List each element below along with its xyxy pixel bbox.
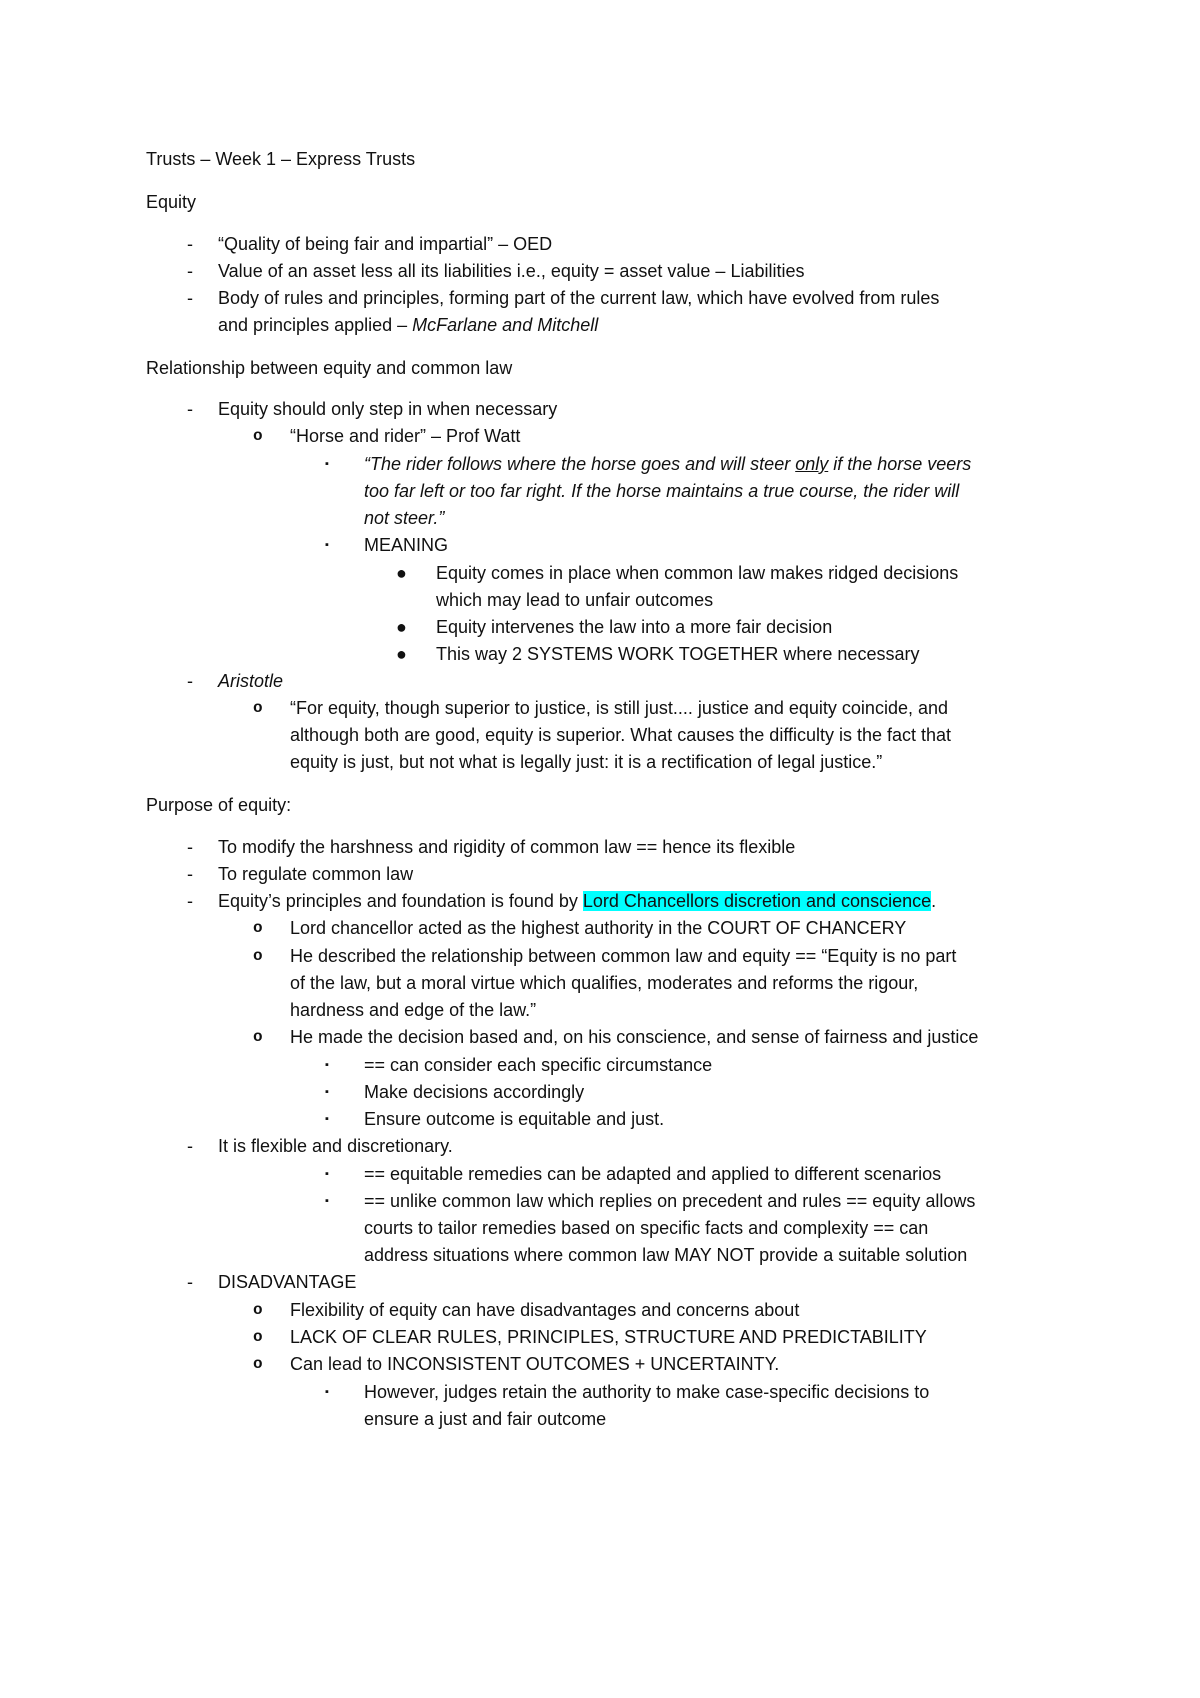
list-item: However, judges retain the authority to make case-specific decisions to — [364, 1382, 930, 1402]
list-item-continuation: address situations where common law MAY NOT provide a suitable solution — [364, 1245, 968, 1265]
list-item: Equity comes in place when common law makes ridged decisions — [436, 563, 959, 583]
list-item: == can consider each specific circumstance — [364, 1055, 713, 1075]
list-item: LACK OF CLEAR RULES, PRINCIPLES, STRUCTURE AND PREDICTABILITY — [290, 1327, 927, 1347]
list-item-continuation: courts to tailor remedies based on specific facts and complexity == can — [364, 1218, 929, 1238]
list-item: To regulate common law — [218, 864, 414, 884]
circle-bullet: o — [253, 427, 263, 445]
dash-bullet: - — [187, 399, 193, 419]
dot-bullet: ● — [396, 563, 407, 583]
list-item: Equity intervenes the law into a more fair decision — [436, 617, 833, 637]
list-item: It is flexible and discretionary. — [218, 1136, 453, 1156]
quote-line — [364, 505, 444, 531]
circle-bullet: o — [253, 919, 263, 937]
list-item-continuation: ensure a just and fair outcome — [364, 1409, 607, 1429]
dash-bullet: - — [187, 261, 193, 281]
circle-bullet: o — [253, 1328, 263, 1346]
circle-bullet: o — [253, 947, 263, 965]
square-bullet: ▪ — [325, 1386, 329, 1398]
relationship-heading: Relationship between equity and common law — [146, 358, 513, 378]
dash-bullet: - — [187, 1272, 193, 1292]
square-bullet: ▪ — [325, 1059, 329, 1071]
list-item: Lord chancellor acted as the highest authority in the COURT OF CHANCERY — [290, 918, 907, 938]
underlined-word: only — [795, 454, 829, 474]
quote-text: too far left or too far right. If the horse maintains a true course, the rider will — [364, 481, 960, 501]
list-item: MEANING — [364, 535, 449, 555]
square-bullet: ▪ — [325, 1195, 329, 1207]
list-item-continuation: equity is just, but not what is legally just: it is a rectification of legal justice.” — [290, 752, 883, 772]
dash-bullet: - — [187, 837, 193, 857]
list-item — [218, 668, 283, 694]
list-item: == unlike common law which replies on precedent and rules == equity allows — [364, 1191, 976, 1211]
circle-bullet: o — [253, 1301, 263, 1319]
dash-bullet: - — [187, 671, 193, 691]
list-item-continuation: hardness and edge of the law.” — [290, 1000, 537, 1020]
quote-text: not steer.” — [364, 508, 445, 528]
square-bullet: ▪ — [325, 1086, 329, 1098]
dash-bullet: - — [187, 891, 193, 911]
list-item-continuation: although both are good, equity is superior. What causes the difficulty is the fact that — [290, 725, 952, 745]
citation-text: McFarlane and Mitchell — [412, 315, 599, 335]
list-item: Make decisions accordingly — [364, 1082, 585, 1102]
list-item: Flexibility of equity can have disadvantages and concerns about — [290, 1300, 800, 1320]
square-bullet: ▪ — [325, 1168, 329, 1180]
list-item: “Horse and rider” – Prof Watt — [290, 426, 521, 446]
dash-bullet: - — [187, 288, 193, 308]
dash-bullet: - — [187, 234, 193, 254]
aristotle-label: Aristotle — [218, 671, 284, 691]
square-bullet: ▪ — [325, 1113, 329, 1125]
list-item: “For equity, though superior to justice, is still just.... justice and equity coincide, and — [290, 698, 948, 718]
equity-heading: Equity — [146, 192, 197, 212]
list-item: This way 2 SYSTEMS WORK TOGETHER where necessary — [436, 644, 920, 664]
circle-bullet: o — [253, 1028, 263, 1046]
square-bullet: ▪ — [325, 458, 329, 470]
list-item-text: . — [931, 891, 937, 911]
list-item-continuation — [218, 312, 598, 338]
circle-bullet: o — [253, 699, 263, 717]
quote-line — [364, 478, 959, 504]
list-item: == equitable remedies can be adapted and applied to different scenarios — [364, 1164, 942, 1184]
quote-text: if the horse veers — [828, 454, 972, 474]
dash-bullet: - — [187, 1136, 193, 1156]
quote-text: “The rider follows where the horse goes and will steer — [364, 454, 796, 474]
quote-line — [364, 451, 971, 477]
list-item: Equity should only step in when necessary — [218, 399, 558, 419]
list-item: To modify the harshness and rigidity of common law == hence its flexible — [218, 837, 796, 857]
square-bullet: ▪ — [325, 539, 329, 551]
list-item: Value of an asset less all its liabilities i.e., equity = asset value – Liabilities — [218, 261, 805, 281]
purpose-heading: Purpose of equity: — [146, 795, 292, 815]
highlighted-text: Lord Chancellors discretion and conscience — [582, 891, 932, 911]
dot-bullet: ● — [396, 644, 407, 664]
document-title: Trusts – Week 1 – Express Trusts — [146, 149, 416, 169]
list-item: He made the decision based and, on his conscience, and sense of fairness and justice — [290, 1027, 979, 1047]
circle-bullet: o — [253, 1355, 263, 1373]
list-item: Ensure outcome is equitable and just. — [364, 1109, 665, 1129]
list-item-continuation: which may lead to unfair outcomes — [436, 590, 714, 610]
dot-bullet: ● — [396, 617, 407, 637]
list-item — [218, 888, 936, 914]
list-item: He described the relationship between common law and equity == “Equity is no part — [290, 946, 957, 966]
list-item: Can lead to INCONSISTENT OUTCOMES + UNCERTAINTY. — [290, 1354, 780, 1374]
list-item: Body of rules and principles, forming part of the current law, which have evolved from rules — [218, 288, 940, 308]
list-item: “Quality of being fair and impartial” – OED — [218, 234, 553, 254]
list-item-continuation: of the law, but a moral virtue which qualifies, moderates and reforms the rigour, — [290, 973, 919, 993]
list-item-text: and principles applied – — [218, 315, 413, 335]
list-item-text: Equity’s principles and foundation is found by — [218, 891, 583, 911]
dash-bullet: - — [187, 864, 193, 884]
list-item: DISADVANTAGE — [218, 1272, 357, 1292]
